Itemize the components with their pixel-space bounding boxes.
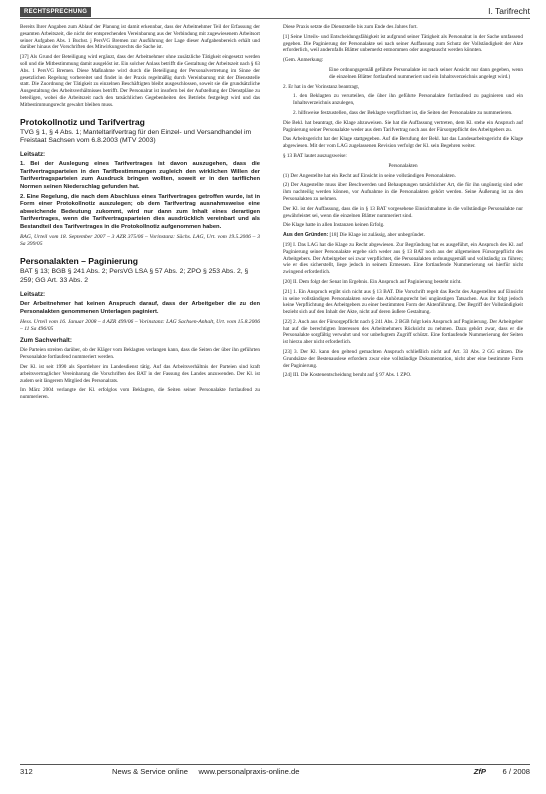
- facts-heading: Zum Sachverhalt:: [20, 337, 72, 345]
- intro-paragraph: [37] Als Grund der Beteiligung wird ergänzt, dass der Arbeitnehmer ohne zusätzliche Tätigkeit eingesetzt werden soll und die Mitbestimmung damit ausgelöst ist. Ein solcher Anlass betrifft die Gestaltung der Arbeitszeit nach § 63 Abs. 1 PersVG Bremen. Diese Maßnahme wird durch die Beteiligung der Personalvertretung im Sinne der gesetzlichen Regelung vorbereitet und findet in der Praxis regelmäßig durch Vereinbarung mit der Dienststelle statt. Die Zuordnung der Tätigkeit zu einzelnen Beschäftigten bleibt ausgeschlossen, soweit sie die grundsätzliche Ausgestaltung des Arbeitsverhältnisses betrifft. Der Personalrat ist insofern bei der Aufstellung der Dienstpläne zu beteiligen, wobei die Arbeitszeit nach den tatsächlichen Gegebenheiten des Betriebs festgelegt wird und das Mitbestimmungsrecht gewahrt bleiben muss.: [20, 54, 260, 108]
- reasons-paragraph: [24] III. Die Kostenentscheidung beruht auf § 97 Abs. 1 ZPO.: [283, 372, 412, 379]
- page-footer: [20, 764, 530, 779]
- statute-paragraph: (1) Der Angestellte hat ein Recht auf Einsicht in seine vollständigen Personalakten.: [283, 172, 456, 179]
- facts-paragraph: Der Kl. ist seit 1990 als Sportlehrer im Landesdienst tätig. Auf das Arbeitsverhältnis der Parteien sind kraft arbeitsvertraglicher Vereinbarung die Vorschriften des BAT in der Fassung des Landes anzuwenden. Der Kl. ist zudem seit längerem Mitglied des Personalrats.: [20, 364, 260, 384]
- section-subtitle: TVG § 1, § 4 Abs. 1; Manteltarifvertrag für den Einzel- und Versandhandel im Freistaat Sachsen vom 6.8.2003 (MTV 2003): [20, 128, 252, 144]
- facts-paragraph: Im März 2004 verlangte der Kl. erfolglos vom Beklagten, die Seiten seiner Personalakte fortlaufend zu nummerieren.: [20, 387, 260, 401]
- claims-intro: 2. Er hat in der Vorinstanz beantragt,: [283, 83, 360, 90]
- body-paragraph: Der Kl. ist der Auffassung, dass die in § 13 BAT vorgesehene Einsichtnahme in die vollständige Personalakte nur gewährleistet sei, wenn die einzelnen Blätter nummeriert sind.: [283, 205, 523, 219]
- reasons-paragraph: [19] I. Das LAG hat die Klage zu Recht abgewiesen. Zur Begründung hat es ausgeführt, ein Anspruch des Kl. auf Paginierung seiner Personalakte ergebe sich weder aus § 13 BAT noch aus der allgemeinen Fürsorgepflicht des Arbeitgebers. Der Arbeitgeber sei zwar verpflichtet, die Personalakten ordnungsgemäß und vollständig zu führen; wie er dies sicherstellt, liege jedoch in seinem Ermessen. Eine fortlaufende Nummerierung sei hierfür nicht zwingend erforderlich.: [283, 241, 523, 276]
- section-subtitle: BAT § 13; BGB § 241 Abs. 2; PersVG LSA § 57 Abs. 2; ZPO § 253 Abs. 2, § 259; GG Art. 33 Abs. 2: [20, 268, 249, 284]
- statute-heading: Personalakten: [388, 162, 418, 169]
- claim-item: 2. hilfsweise festzustellen, dass der Beklagte verpflichtet ist, die Seiten der Personalakte zu nummerieren.: [293, 109, 513, 116]
- reasons-paragraph: [21] 1. Ein Anspruch ergibt sich nicht aus § 13 BAT. Die Vorschrift regelt das Recht des Angestellten auf Einsicht in seine vollständigen Personalakten sowie das Anhörungsrecht bei ungünstigen Tatsachen. Aus ihr folgt jedoch keine Verpflichtung des Arbeitgebers zu einer bestimmten Form der Aktenführung. Der Begriff der Vollständigkeit bezieht sich auf den Inhalt der Akte, nicht auf deren äußere Gestaltung.: [283, 288, 523, 316]
- body-paragraph: § 13 BAT lautet auszugsweise:: [283, 152, 347, 159]
- body-paragraph: Das Arbeitsgericht hat der Klage stattgegeben. Auf die Berufung der Bekl. hat das Landesarbeitsgericht die Klage abgewiesen. Mit der vom LAG zugelassenen Revision verfolgt der Kl. sein Begehren weiter.: [283, 136, 523, 150]
- case-citation: Hess. Urteil vom 16. Januar 2008 – 4 AZR 499/06 – Vorinstanz: LAG Sachsen-Anhalt, Urt. vom 15.8.2006 – 11 Sa 496/05: [20, 319, 260, 333]
- page-number: 312: [20, 767, 33, 776]
- note-text: Eine ordnungsgemäß geführte Personalakte ist nach seiner Ansicht nur dann gegeben, wenn die einzelnen Blätter fortlaufend nummeriert und ein Inhaltsverzeichnis angelegt wird.): [329, 66, 523, 80]
- statute-paragraph: (2) Der Angestellte muss über Beschwerden und Behauptungen tatsächlicher Art, die für ihn ungünstig sind oder ihm nachteilig werden können, vor Aufnahme in die Personalakten gehört werden. Seine Äußerung ist zu den Personalakten zu nehmen.: [283, 182, 523, 202]
- body-paragraph: Die Klage hatte in allen Instanzen keinen Erfolg.: [283, 222, 385, 229]
- section-title-protokollnotiz: Protokollnotiz und Tarifvertrag: [20, 116, 145, 127]
- claim-item: 1. den Beklagten zu verurteilen, die über ihn geführte Personalakte fortlaufend zu paginieren und ein Inhaltsverzeichnis anzulegen,: [293, 93, 523, 107]
- body-paragraph: Diese Praxis setzte die Dienststelle bis zum Ende des Jahres fort.: [283, 24, 418, 30]
- intro-paragraph: Bereits Ihrer Angaben zum Ablauf der Planung ist damit erkennbar, dass der Arbeitnehmer Teil der Erfassung der gesamten Arbeitszeit, die nicht der entsprechenden Vereinbarung aus der Verbindung mit zugewiesenem Arbeitsort seiner Aufgaben Abs. 1 Buchst. j PersVG Bremen zur Ausführung der Lage dieser Aufgabenbereich erhält und darüber hinaus der Vorschriften des Mitwirkungsrechts die Sache ist.: [20, 24, 260, 51]
- journal-logo: ZfP: [473, 767, 486, 776]
- magazine-link[interactable]: News & Service online: [112, 767, 188, 776]
- left-column: [20, 24, 260, 759]
- body-paragraph: Die Bekl. hat beantragt, die Klage abzuweisen. Sie hat die Auffassung vertreten, dem Kl. stehe ein Anspruch auf Paginierung seiner Personalakte weder aus dem Tarifvertrag noch aus der Fürsorgepflicht des Arbeitgebers zu.: [283, 119, 523, 133]
- website-link[interactable]: www.personalpraxis-online.de: [198, 767, 300, 776]
- footer-links: [112, 765, 299, 779]
- guide-item: Der Arbeitnehmer hat keinen Anspruch darauf, dass der Arbeitgeber die zu den Personalakten genommenen Unterlagen paginiert.: [20, 301, 260, 315]
- note-label: (Gem. Anmerkung:: [283, 57, 324, 64]
- reasons-lead: [18] Die Klage ist zulässig, aber unbegründet.: [329, 232, 425, 239]
- body-paragraph: [1] Seine Urteils- und Entscheidungsfähigkeit ist aufgrund seiner Tätigkeit als Personalrat in der Sache umfassend gegeben. Die Paginierung der Personalakte sei nach seiner Auffassung zum Schutz der Vollständigkeit der Akte erforderlich, weil andernfalls Blätter unbemerkt entnommen oder ausgetauscht werden könnten.: [283, 33, 523, 54]
- guide-label: Leitsatz:: [20, 151, 46, 159]
- reasons-paragraph: [23] 3. Der Kl. kann den geltend gemachten Anspruch schließlich nicht auf Art. 33 Abs. 2 GG stützen. Die Grundsätze der Bestenauslese erfordern zwar eine vollständige Dokumentation, nicht aber eine bestimmte Form der Paginierung.: [283, 349, 523, 369]
- case-citation: BAG, Urteil vom 18. September 2007 – 3 AZR 375/06 – Vorinstanz: Sächs. LAG, Urt. vom 19.5.2006 – 3 Sa 399/05: [20, 234, 260, 248]
- guide-item: 2. Eine Regelung, die nach dem Abschluss eines Tarifvertrages getroffen wurde, ist in Form einer Protokollnotiz auszulegen; ob dem Tarifvertrag ausnahmsweise eine abweichende Bedeutung zukommt, wird nur dann zum Inhalt eines derartigen Tarifvertrages, wenn die Tarifvertragsparteien dies ausdrücklich vereinbart und als Bestandteil des Tarifvertrages in die Protokollnotiz aufgenommen haben.: [20, 194, 260, 230]
- topic-label: I. Tarifrecht: [488, 6, 530, 16]
- reasons-paragraph: [22] 2. Auch aus der Fürsorgepflicht nach § 241 Abs. 2 BGB folgt kein Anspruch auf Paginierung. Der Arbeitgeber hat auf die berechtigten Interessen des Arbeitnehmers Rücksicht zu nehmen. Dazu gehört zwar, dass er die Personalakte sorgfältig verwahrt und vor unbefugtem Zugriff schützt. Eine fortlaufende Nummerierung der Seiten ist hierzu aber nicht erforderlich.: [283, 318, 523, 346]
- guide-item: 1. Bei der Auslegung eines Tarifvertrages ist davon auszugehen, dass die Tarifvertragsparteien in den Tarifbestimmungen zugleich den wirklichen Willen der Tarifvertragsparteien zum Ausdruck bringen wollten, soweit er in den tariflichen Normen seinen Niederschlag gefunden hat.: [20, 161, 260, 190]
- reasons-paragraph: [20] II. Dem folgt der Senat im Ergebnis. Ein Anspruch auf Paginierung besteht nicht.: [283, 278, 462, 285]
- section-label: RECHTSPRECHUNG: [20, 7, 91, 17]
- section-title-personalakten: Personalakten – Paginierung: [20, 256, 138, 267]
- page-header: [20, 6, 530, 19]
- reasons-heading: Aus den Gründen:: [283, 232, 329, 239]
- issue-number: 6 / 2008: [502, 767, 530, 776]
- facts-paragraph: Die Parteien streiten darüber, ob der Kläger vom Beklagten verlangen kann, dass die Seiten der über ihn geführten Personalakte fortlaufend nummeriert werden.: [20, 347, 260, 361]
- guide-label: Leitsatz:: [20, 291, 46, 299]
- right-column: [283, 24, 523, 759]
